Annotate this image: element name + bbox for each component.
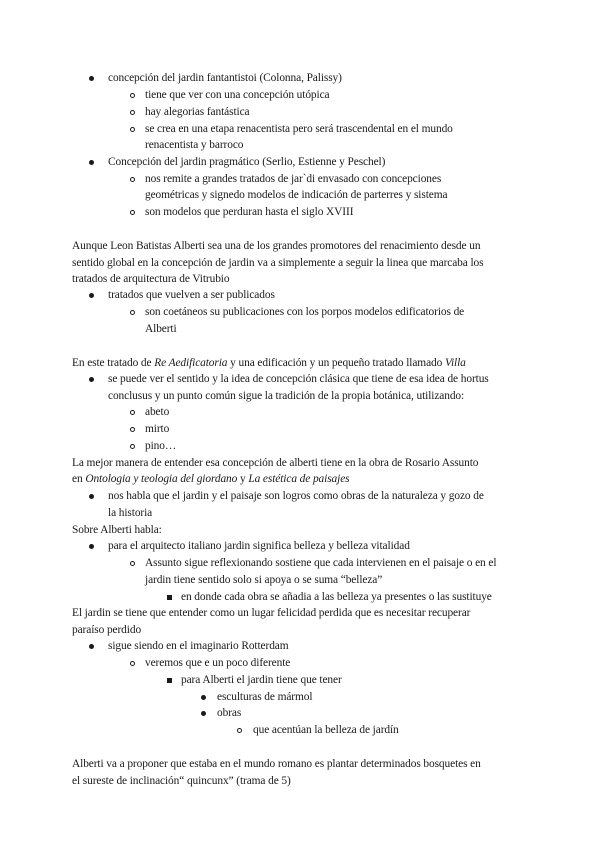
list-item: que acentúan la belleza de jardín [253,724,399,736]
list-item: tratados que vuelven a ser publicados [108,289,275,301]
list-item: son modelos que perduran hasta el siglo XVIII [145,206,354,218]
list-item: sigue siendo en el imaginario Rotterdam [108,640,289,652]
circle-bullet-icon [130,444,135,449]
list-item: en donde cada obra se añadia a las belleza ya presentes o las sustituye [181,591,492,603]
bullet-icon [89,293,94,298]
book-title-estetica: La estética de paisajes [248,473,350,485]
list-item-continuation: conclusus y un punto común sigue la tradición de la propia botánica, utilizando: [108,390,465,402]
paragraph-line: La mejor manera de entender esa concepción de alberti tiene en la obra de Rosario Assunto [72,457,479,469]
text-run: En este tratado de [72,357,155,369]
paragraph-line [72,356,466,370]
bullet-icon [89,644,94,649]
list-item: son coetáneos su publicaciones con los porpos modelos edificatorios de [145,306,465,318]
list-item: pino… [145,440,177,452]
list-item: obras [217,707,242,719]
text-run: en [72,473,86,485]
bullet-icon [89,377,94,382]
bullet-icon [89,494,94,499]
circle-bullet-icon [130,427,135,432]
text-run: y [237,473,249,485]
circle-bullet-icon [237,728,242,733]
list-item: para Alberti el jardin tiene que tener [181,674,342,686]
circle-bullet-icon [130,110,135,115]
paragraph-line: sentido global en la concepción de jardin va a simplemente a seguir la linea que marcaba los [72,257,484,269]
circle-bullet-icon [130,310,135,315]
bullet-icon [89,544,94,549]
paragraph-line [72,472,350,486]
list-item: concepción del jardin fantantistoi (Colonna, Palissy) [108,72,342,84]
circle-bullet-icon [130,410,135,415]
paragraph-line: Sobre Alberti habla: [72,524,162,536]
list-item: esculturas de mármol [217,691,313,703]
circle-bullet-icon [130,177,135,182]
paragraph-line: el sureste de inclinación“ quincunx” (trama de 5) [72,775,291,787]
paragraph-line: Alberti va a proponer que estaba en el mundo romano es plantar determinados bosquetes en [72,758,481,770]
text-run: y una edificación y un pequeño tratado llamado [227,357,445,369]
square-bullet-icon [167,595,172,600]
list-item: nos habla que el jardin y el paisaje son logros como obras de la naturaleza y gozo de [108,490,484,502]
list-item: mirto [145,423,170,435]
book-title-re-aedificatoria: Re Aedificatoria [154,357,228,369]
bullet-icon [89,76,94,81]
circle-bullet-icon [130,93,135,98]
square-bullet-icon [167,678,172,683]
list-item: abeto [145,406,170,418]
list-item-continuation: jardin tiene sentido solo si apoya o se suma “belleza” [145,574,383,586]
bullet-icon [89,160,94,165]
circle-bullet-icon [130,661,135,666]
list-item: Concepción del jardin pragmático (Serlio, Estienne y Peschel) [108,156,386,168]
list-item-continuation: renacentista y barroco [145,139,244,151]
list-item: nos remite a grandes tratados de jar`di envasado con concepciones [145,173,442,185]
circle-bullet-icon [130,561,135,566]
paragraph-line: Aunque Leon Batistas Alberti sea una de los grandes promotores del renacimiento desde un [72,240,481,252]
list-item: veremos que e un poco diferente [145,657,291,669]
list-item-continuation: geométricas y signedo modelos de indicación de parterres y sistema [145,189,448,201]
paragraph-line: paraíso perdido [72,624,142,636]
circle-bullet-icon [130,210,135,215]
paragraph-line: El jardin se tiene que entender como un lugar felicidad perdida que es necesitar recuperar [72,607,471,619]
circle-bullet-icon [130,127,135,132]
bullet-icon [201,695,206,700]
book-title-ontologia: Ontologia y teologia del giordano [85,473,238,485]
list-item: se puede ver el sentido y la idea de concepción clásica que tiene de esa idea de hortus [108,373,489,385]
list-item: hay alegorias fantástica [145,106,250,118]
bullet-icon [201,711,206,716]
book-title-villa: Villa [444,357,466,369]
list-item: se crea en una etapa renacentista pero será trascendental en el mundo [145,123,453,135]
paragraph-line: tratados de arquitectura de Vitrubio [72,273,230,285]
list-item-continuation: la historia [108,507,153,519]
list-item: tiene que ver con una concepción utópica [145,89,330,101]
list-item: para el arquitecto italiano jardin significa belleza y belleza vitalidad [108,540,410,552]
list-item: Assunto sigue reflexionando sostiene que cada intervienen en el paisaje o en el [145,557,497,569]
list-item-continuation: Alberti [145,323,177,335]
